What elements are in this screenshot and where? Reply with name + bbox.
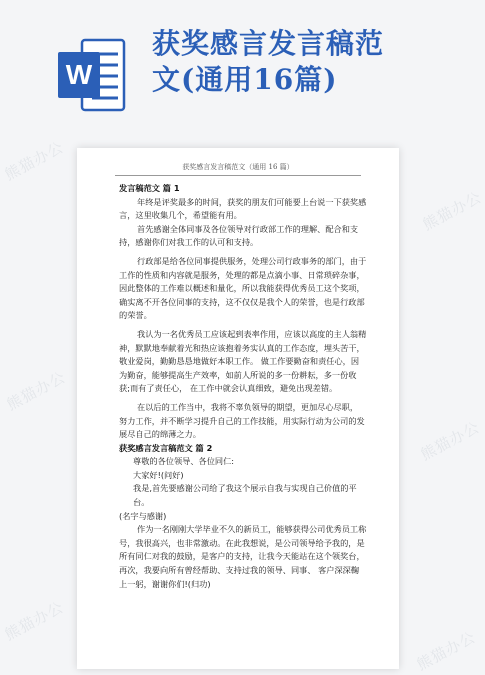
- word-doc-icon: [58, 38, 126, 112]
- paragraph-note: (名字与感谢): [119, 510, 167, 521]
- svg-text:W: W: [65, 59, 93, 90]
- document-title-line-2: 文(通用16篇): [152, 63, 338, 96]
- watermark-text: 熊猫办公: [419, 187, 485, 234]
- document-title: [152, 26, 452, 98]
- watermark-text: 熊猫办公: [413, 627, 479, 674]
- paragraph: 我认为一名优秀员工应该起到表率作用，应该以高度的主人翁精神，默默地奉献着光和热应该抱着务实认真的工作态度，埋头苦干，敬业爱岗，勤勤恳恳地做好本职工作。 做工作要勤奋和责任心，因为勤奋，能够提高生产效率，如前人所说的多一份耕耘，多一份收获;而有了责任心， 在工作中就会认真细致，避免出现差错。: [119, 328, 367, 394]
- header-divider: [115, 175, 361, 176]
- watermark-text: 熊猫办公: [1, 597, 67, 644]
- page-body: [119, 182, 367, 591]
- document-page: [77, 148, 399, 669]
- salutation: 尊敬的各位领导、各位同仁:: [133, 456, 235, 467]
- paragraph: 首先感谢全体同事及各位领导对行政部工作的理解、配合和支持，感谢你们对我工作的认可和支持。: [119, 223, 359, 248]
- paragraph: 作为一名刚刚大学毕业不久的新员工，能够获得公司优秀员工称号，我很高兴，也非常激动。在此我想说，是公司领导给予我的，是所有同仁对我的鼓励，是客户的支持，让我今天能站在这个领奖台，再次，我要向所有曾经帮助、支持过我的领导、同事、 客户深深鞠上一躬，谢谢你们!(归功): [119, 524, 367, 589]
- running-header: 获奖感言发言稿范文（通用 16 篇）: [182, 163, 294, 171]
- watermark-text: 熊猫办公: [3, 367, 69, 414]
- watermark-text: 熊猫办公: [1, 137, 67, 184]
- paragraph: 行政部是给各位同事提供服务，处理公司行政事务的部门，由于工作的性质和内容就是服务，处理的都是点滴小事、日常琐碎杂事，因此整体的工作难以概述和量化，所以我能获得优秀员工这个奖项，确实离不开各位同事的支持，这不仅仅是我个人的荣誉，也是行政部的荣誉。: [119, 255, 367, 321]
- watermark-text: 熊猫办公: [417, 417, 483, 464]
- document-preview-header: [0, 0, 474, 110]
- paragraph: 年终是评奖最多的时间，获奖的朋友们可能要上台说一下获奖感言，这里收集几个，希望能有用。: [119, 196, 367, 221]
- section-heading: 获奖感言发言稿范文 篇 2: [119, 442, 213, 453]
- section-heading: 发言稿范文 篇 1: [119, 183, 180, 193]
- paragraph: 我是,首先要感谢公司给了我这个展示自我与实现自己价值的平台。: [133, 483, 357, 508]
- document-title-line-1: 获奖感言发言稿范: [152, 27, 385, 60]
- greeting: 大家好!(问好): [133, 469, 184, 480]
- paragraph: 在以后的工作当中，我将不辜负领导的期望，更加尽心尽职， 努力工作，并不断学习提升自己的工作技能，用实际行动为公司的发展尽自己的绵薄之力。: [119, 401, 365, 440]
